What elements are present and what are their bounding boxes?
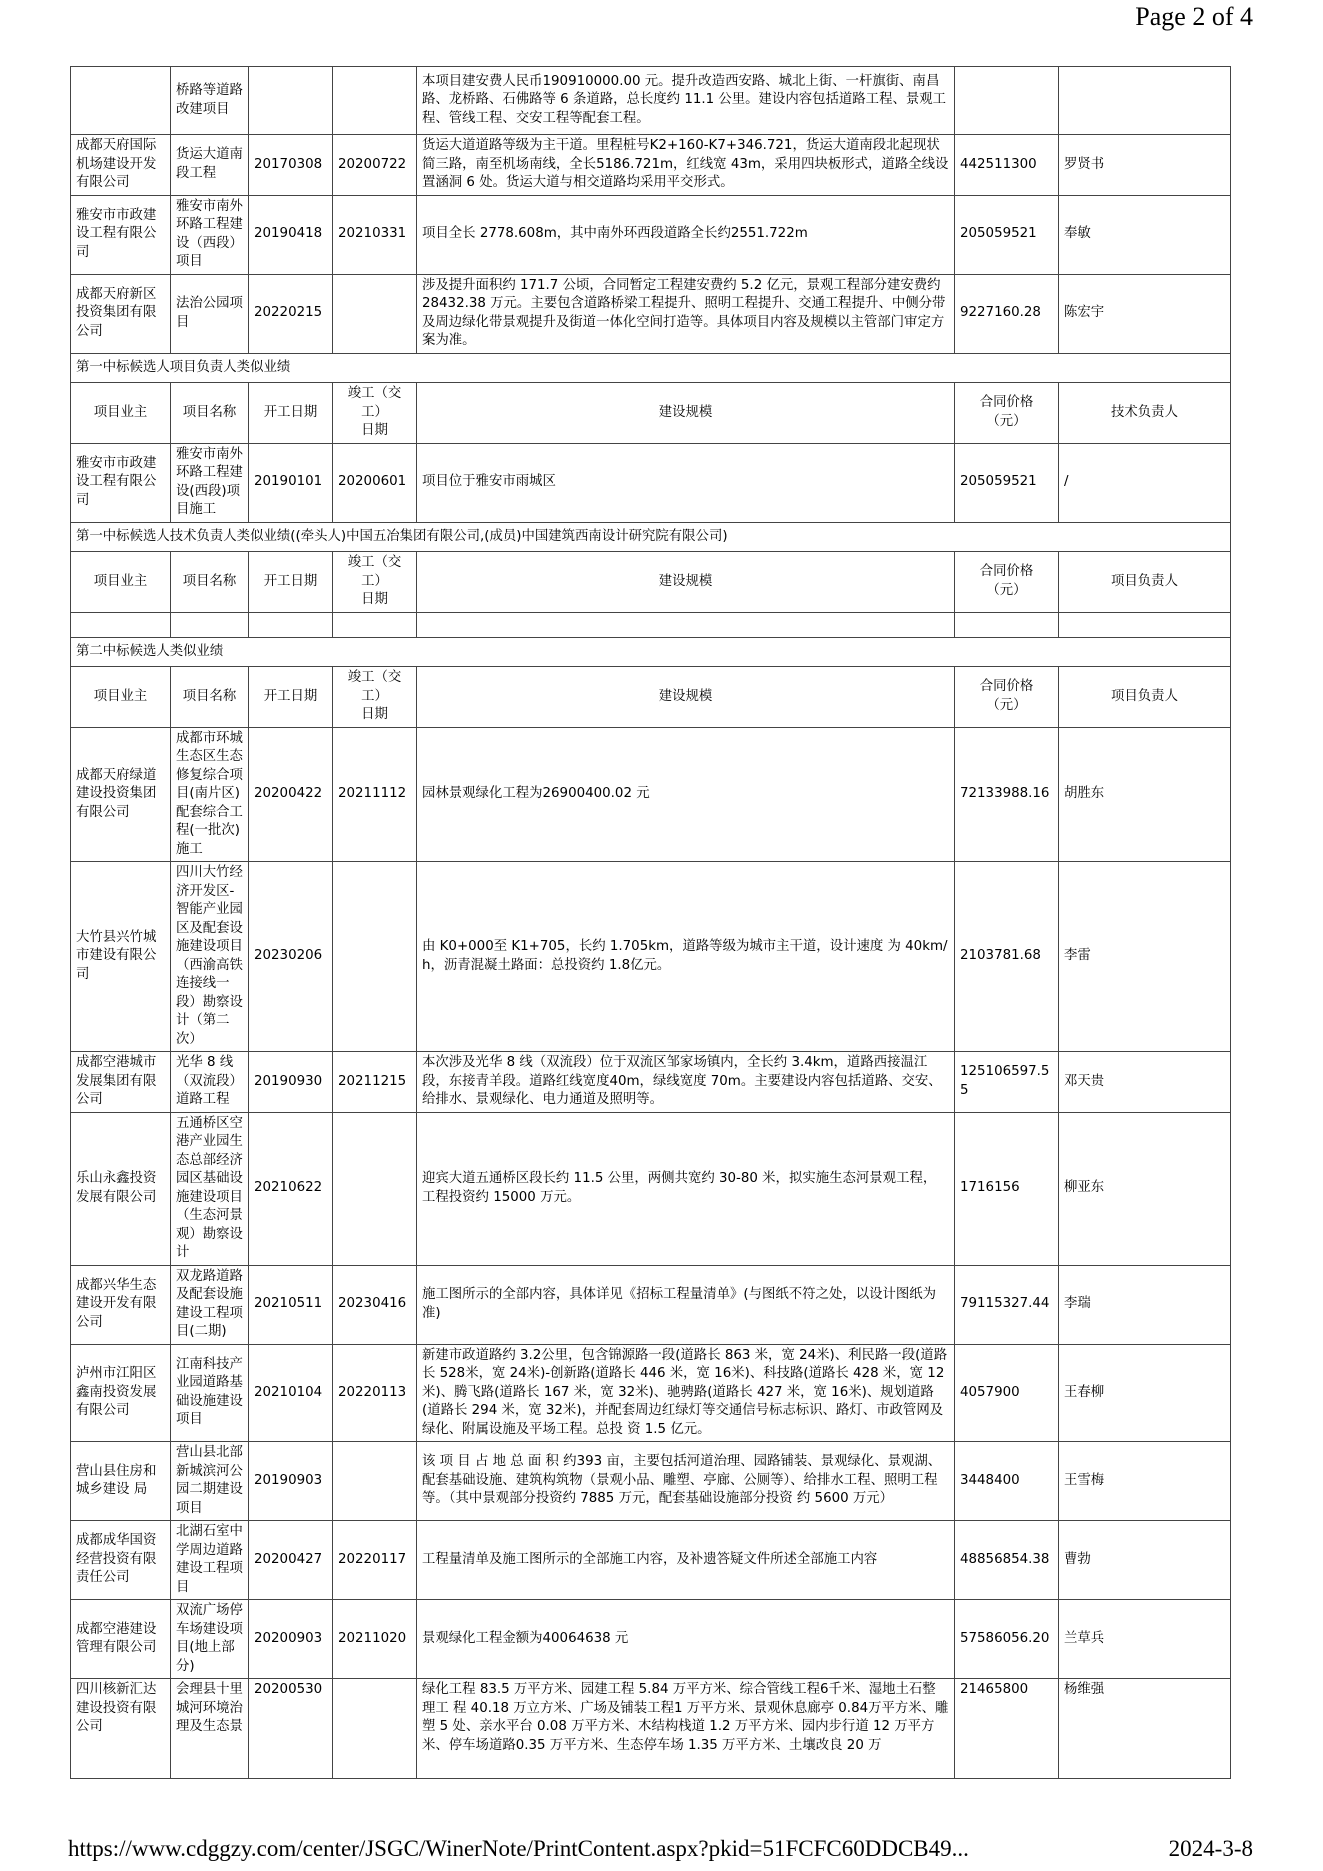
- empty-cell: [249, 612, 333, 637]
- cell-scale: 新建市政道路约 3.2公里，包含锦源路一段(道路长 863 米，宽 24米)、利民路一段(道路长 528米，宽 24米)-创新路(道路长 446 米，宽 16米)、科技路(道路长 428 米，宽 12米)、腾飞路(道路长 167 米，宽 32米)、驰骋路(道路长 427 米，宽 16米)、规划道路(道路长 294 米，宽 32米)，并配套周边红绿灯等交通信号标志标识、路灯、市政管网及绿化、附属设施及平场工程。总投 资 1.5 亿元。: [417, 1344, 955, 1442]
- table-row: [71, 195, 1231, 274]
- column-header: 开工日期: [249, 552, 333, 613]
- cell-scale: 施工图所示的全部内容，具体详见《招标工程量清单》(与图纸不符之处，以设计图纸为准): [417, 1265, 955, 1344]
- cell-start: 20230206: [249, 862, 333, 1052]
- cell-owner: 成都天府国际机场建设开发有限公司: [71, 135, 171, 196]
- cell-price: 2103781.68: [955, 862, 1059, 1052]
- cell-start: 20200903: [249, 1600, 333, 1679]
- empty-cell: [171, 612, 249, 637]
- cell-price: 442511300: [955, 135, 1059, 196]
- empty-cell: [333, 612, 417, 637]
- cell-scale: 绿化工程 83.5 万平方米、园建工程 5.84 万平方米、综合管线工程6千米、湿地土石整理工 程 40.18 万立方米、广场及铺装工程1 万平方米、景观休息廊亭 0.84万平方米、雕塑 5 处、亲水平台 0.08 万平方米、木结构栈道 1.2 万平方米、园内步行道 12 万平方米、停车场道路0.35 万平方米、生态停车场 1.35 万平方米、土壤改良 20 万: [417, 1679, 955, 1779]
- table-row: [71, 862, 1231, 1052]
- table-row: [71, 1265, 1231, 1344]
- cell-scale: 迎宾大道五通桥区段长约 11.5 公里，两侧共宽约 30-80 米，拟实施生态河景观工程，工程投资约 15000 万元。: [417, 1112, 955, 1265]
- page-number: Page 2 of 4: [1135, 2, 1253, 31]
- cell-scale: 景观绿化工程金额为40064638 元: [417, 1600, 955, 1679]
- footer-date: 2024-3-8: [1168, 1836, 1253, 1861]
- cell-price: 57586056.20: [955, 1600, 1059, 1679]
- performance-table: [70, 66, 1231, 1779]
- cell-end: [333, 1442, 417, 1521]
- column-header: 合同价格 （元）: [955, 667, 1059, 728]
- cell-price: [955, 67, 1059, 135]
- empty-cell: [1059, 612, 1231, 637]
- cell-scale: 项目位于雅安市雨城区: [417, 443, 955, 522]
- column-header: 合同价格 （元）: [955, 383, 1059, 444]
- cell-person: 李瑞: [1059, 1265, 1231, 1344]
- cell-end: 20211215: [333, 1052, 417, 1113]
- cell-owner: 营山县住房和城乡建设 局: [71, 1442, 171, 1521]
- cell-start: 20210622: [249, 1112, 333, 1265]
- cell-end: 20211112: [333, 727, 417, 862]
- cell-name: 会理县十里城河环境治理及生态景: [171, 1679, 249, 1779]
- cell-scale: 本次涉及光华 8 线（双流段）位于双流区邹家场镇内，全长约 3.4km，道路西接温江段，东接青羊段。道路红线宽度40m，绿线宽度 70m。主要建设内容包括道路、交安、给排水、景观绿化、电力通道及照明等。: [417, 1052, 955, 1113]
- cell-start: 20200422: [249, 727, 333, 862]
- table-row: [71, 727, 1231, 862]
- cell-owner: 四川核新汇达建设投资有限公司: [71, 1679, 171, 1779]
- empty-cell: [71, 612, 171, 637]
- cell-owner: 成都天府绿道建设投资集团有限公司: [71, 727, 171, 862]
- cell-name: 货运大道南段工程: [171, 135, 249, 196]
- empty-row: [71, 612, 1231, 637]
- table-row: [71, 1344, 1231, 1442]
- cell-end: [333, 274, 417, 353]
- cell-person: 柳亚东: [1059, 1112, 1231, 1265]
- cell-scale: 园林景观绿化工程为26900400.02 元: [417, 727, 955, 862]
- header-row: [71, 383, 1231, 444]
- column-header: 开工日期: [249, 667, 333, 728]
- cell-owner: 成都天府新区投资集团有限公司: [71, 274, 171, 353]
- cell-start: 20190930: [249, 1052, 333, 1113]
- cell-price: 1716156: [955, 1112, 1059, 1265]
- table-row: [71, 274, 1231, 353]
- cell-start: 20190903: [249, 1442, 333, 1521]
- cell-person: 邓天贵: [1059, 1052, 1231, 1113]
- cell-scale: 项目全长 2778.608m，其中南外环西段道路全长约2551.722m: [417, 195, 955, 274]
- cell-end: 20230416: [333, 1265, 417, 1344]
- cell-start: 20190418: [249, 195, 333, 274]
- cell-start: [249, 67, 333, 135]
- section-title: 第二中标候选人类似业绩: [71, 637, 1231, 667]
- cell-name: 四川大竹经济开发区-智能产业园区及配套设施建设项目（西渝高铁连接线一段）勘察设计（第二次）: [171, 862, 249, 1052]
- cell-owner: 雅安市市政建设工程有限公司: [71, 443, 171, 522]
- cell-scale: 货运大道道路等级为主干道。里程桩号K2+160-K7+346.721，货运大道南段北起现状简三路，南至机场南线，全长5186.721m，红线宽 43m，采用四块板形式，道路全线设置涵洞 6 处。货运大道与相交道路均采用平交形式。: [417, 135, 955, 196]
- table-row: [71, 1052, 1231, 1113]
- cell-end: 20220113: [333, 1344, 417, 1442]
- column-header: 项目业主: [71, 383, 171, 444]
- column-header: 项目名称: [171, 552, 249, 613]
- cell-price: 48856854.38: [955, 1521, 1059, 1600]
- cell-name: 桥路等道路 改建项目: [171, 67, 249, 135]
- cell-end: 20200722: [333, 135, 417, 196]
- cell-end: 20220117: [333, 1521, 417, 1600]
- cell-start: 20200427: [249, 1521, 333, 1600]
- cell-person: 陈宏宇: [1059, 274, 1231, 353]
- column-header: 项目业主: [71, 667, 171, 728]
- cell-start: 20170308: [249, 135, 333, 196]
- cell-owner: 成都空港城市发展集团有限公司: [71, 1052, 171, 1113]
- column-header: 竣工（交工） 日期: [333, 383, 417, 444]
- cell-scale: 工程量清单及施工图所示的全部施工内容，及补遗答疑文件所述全部施工内容: [417, 1521, 955, 1600]
- cell-scale: 该 项 目 占 地 总 面 积 约393 亩，主要包括河道治理、园路铺装、景观绿化、景观湖、配套基础设施、建筑构筑物（景观小品、雕塑、亭廊、公厕等）、给排水工程、照明工程等。（其中景观部分投资约 7885 万元，配套基础设施部分投资 约 5600 万元）: [417, 1442, 955, 1521]
- section-title: 第一中标候选人技术负责人类似业绩((牵头人)中国五冶集团有限公司,(成员)中国建筑西南设计研究院有限公司): [71, 522, 1231, 552]
- table-row: [71, 443, 1231, 522]
- cell-person: [1059, 67, 1231, 135]
- cell-owner: 乐山永鑫投资发展有限公司: [71, 1112, 171, 1265]
- cell-end: [333, 862, 417, 1052]
- cell-owner: 雅安市市政建设工程有限公司: [71, 195, 171, 274]
- cell-name: 光华 8 线（双流段）道路工程: [171, 1052, 249, 1113]
- section-title: 第一中标候选人项目负责人类似业绩: [71, 353, 1231, 383]
- empty-cell: [955, 612, 1059, 637]
- table-row: [71, 67, 1231, 135]
- cell-end: [333, 1112, 417, 1265]
- cell-person: 奉敏: [1059, 195, 1231, 274]
- cell-name: 双流广场停车场建设项目(地上部分): [171, 1600, 249, 1679]
- cell-start: 20210511: [249, 1265, 333, 1344]
- cell-end: 20210331: [333, 195, 417, 274]
- cell-name: 营山县北部新城滨河公园二期建设项目: [171, 1442, 249, 1521]
- cell-name: 江南科技产业园道路基础设施建设项目: [171, 1344, 249, 1442]
- cell-start: 20190101: [249, 443, 333, 522]
- cell-scale: 本项目建安费人民币190910000.00 元。提升改造西安路、城北上街、一杆旗街、南昌路、龙桥路、石佛路等 6 条道路，总长度约 11.1 公里。建设内容包括道路工程、景观工程、管线工程、交安工程等配套工程。: [417, 67, 955, 135]
- table-row: [71, 135, 1231, 196]
- column-header: 建设规模: [417, 552, 955, 613]
- section-title-row: [71, 522, 1231, 552]
- cell-start: 20200530: [249, 1679, 333, 1779]
- cell-name: 法治公园项目: [171, 274, 249, 353]
- cell-price: 9227160.28: [955, 274, 1059, 353]
- cell-person: 王雪梅: [1059, 1442, 1231, 1521]
- section-title-row: [71, 637, 1231, 667]
- cell-scale: 由 K0+000至 K1+705，长约 1.705km，道路等级为城市主干道，设计速度 为 40km/h，沥青混凝土路面：总投资约 1.8亿元。: [417, 862, 955, 1052]
- column-header: 竣工（交工） 日期: [333, 667, 417, 728]
- cell-end: [333, 67, 417, 135]
- footer-url: https://www.cdggzy.com/center/JSGC/WinerNote/PrintContent.aspx?pkid=51FCFC60DDCB49...: [68, 1836, 969, 1861]
- cell-name: 双龙路道路及配套设施建设工程项目(二期): [171, 1265, 249, 1344]
- cell-end: 20200601: [333, 443, 417, 522]
- column-header: 建设规模: [417, 667, 955, 728]
- table-row: [71, 1600, 1231, 1679]
- section-title-row: [71, 353, 1231, 383]
- empty-cell: [417, 612, 955, 637]
- cell-name: 北湖石室中学周边道路建设工程项目: [171, 1521, 249, 1600]
- column-header: 项目名称: [171, 667, 249, 728]
- cell-price: 21465800: [955, 1679, 1059, 1779]
- column-header: 项目业主: [71, 552, 171, 613]
- cell-scale: 涉及提升面积约 171.7 公顷，合同暂定工程建安费约 5.2 亿元，景观工程部分建安费约 28432.38 万元。主要包含道路桥梁工程提升、照明工程提升、交通工程提升、中侧分带及周边绿化带景观提升及街道一体化空间打造等。具体项目内容及规模以主管部门审定方案为准。: [417, 274, 955, 353]
- cell-name: 雅安市南外环路工程建设（西段）项目: [171, 195, 249, 274]
- cell-owner: 成都空港建设管理有限公司: [71, 1600, 171, 1679]
- cell-person: 罗贤书: [1059, 135, 1231, 196]
- cell-start: 20210104: [249, 1344, 333, 1442]
- header-row: [71, 667, 1231, 728]
- cell-person: /: [1059, 443, 1231, 522]
- cell-person: 李雷: [1059, 862, 1231, 1052]
- cell-end: [333, 1679, 417, 1779]
- cell-price: 4057900: [955, 1344, 1059, 1442]
- cell-price: 79115327.44: [955, 1265, 1059, 1344]
- cell-owner: 成都成华国资经营投资有限责任公司: [71, 1521, 171, 1600]
- cell-person: 杨维强: [1059, 1679, 1231, 1779]
- cell-name: 五通桥区空港产业园生态总部经济园区基础设施建设项目（生态河景观）勘察设计: [171, 1112, 249, 1265]
- cell-end: 20211020: [333, 1600, 417, 1679]
- cell-person: 胡胜东: [1059, 727, 1231, 862]
- column-header: 建设规模: [417, 383, 955, 444]
- column-header: 项目负责人: [1059, 667, 1231, 728]
- header-row: [71, 552, 1231, 613]
- column-header: 项目负责人: [1059, 552, 1231, 613]
- table-row: [71, 1521, 1231, 1600]
- cell-person: 王春柳: [1059, 1344, 1231, 1442]
- column-header: 项目名称: [171, 383, 249, 444]
- column-header: 竣工（交工） 日期: [333, 552, 417, 613]
- cell-price: 205059521: [955, 443, 1059, 522]
- cell-person: 曹勃: [1059, 1521, 1231, 1600]
- table-row: [71, 1442, 1231, 1521]
- cell-name: 成都市环城生态区生态修复综合项目(南片区)配套综合工程(一批次)施工: [171, 727, 249, 862]
- cell-owner: 泸州市江阳区鑫南投资发展有限公司: [71, 1344, 171, 1442]
- cell-price: 205059521: [955, 195, 1059, 274]
- cell-price: 125106597.55: [955, 1052, 1059, 1113]
- column-header: 开工日期: [249, 383, 333, 444]
- cell-owner: 成都兴华生态建设开发有限公司: [71, 1265, 171, 1344]
- cell-person: 兰草兵: [1059, 1600, 1231, 1679]
- table-row: [71, 1679, 1231, 1779]
- cell-price: 72133988.16: [955, 727, 1059, 862]
- cell-owner: 大竹县兴竹城市建设有限公司: [71, 862, 171, 1052]
- table-row: [71, 1112, 1231, 1265]
- column-header: 合同价格 （元）: [955, 552, 1059, 613]
- cell-start: 20220215: [249, 274, 333, 353]
- cell-price: 3448400: [955, 1442, 1059, 1521]
- cell-owner: [71, 67, 171, 135]
- column-header: 技术负责人: [1059, 383, 1231, 444]
- cell-name: 雅安市南外环路工程建设(西段)项目施工: [171, 443, 249, 522]
